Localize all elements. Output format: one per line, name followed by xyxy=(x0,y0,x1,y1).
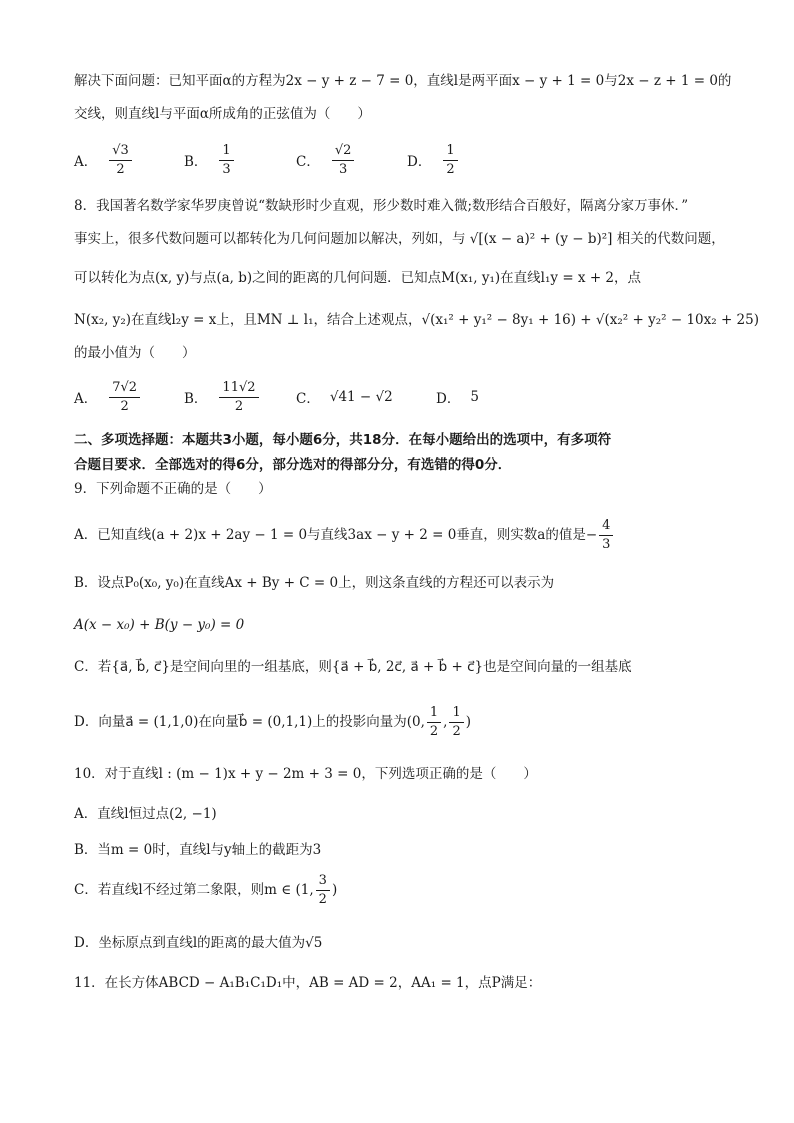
section-heading-line2: 合题目要求．全部选对的得6分，部分选对的得部分分，有选错的得0分． xyxy=(74,457,512,473)
option-label: A． xyxy=(74,391,98,407)
option-text: D．向量a⃗ = (1,1,0)在向量b⃗ = (0,1,1)上的投影向量为(0, xyxy=(74,714,425,730)
q8-option-a[interactable] xyxy=(74,375,142,419)
option-fraction: $\frac{1}{2}$ xyxy=(427,705,441,740)
option-fraction: $\frac{11√2}{2}$ xyxy=(219,380,258,415)
q9-stem: 9．下列命题不正确的是（ ） xyxy=(74,481,272,497)
q10-option-a[interactable]: A．直线l恒过点(2, −1) xyxy=(74,806,217,822)
q9-option-c[interactable]: C．若{a⃗, b⃗, c⃗}是空间向里的一组基底，则{a⃗ + b⃗, 2c⃗, a⃗ + b⃗ + c⃗}也是空间向量的一组基底 xyxy=(74,659,632,675)
option-fraction: $\frac{4}{3}$ xyxy=(599,518,613,553)
option-fraction: $\frac{1}{2}$ xyxy=(443,143,457,178)
q7-options xyxy=(74,138,734,182)
q11-stem: 11．在长方体ABCD − A₁B₁C₁D₁中，AB = AD = 2，AA₁ = 1，点P满足： xyxy=(74,975,542,991)
option-fraction: $\frac{√2}{3}$ xyxy=(332,143,355,178)
q9-option-b-line2: A(x − x₀) + B(y − y₀) = 0 xyxy=(74,617,245,633)
q8-option-d[interactable] xyxy=(436,375,479,419)
option-label: C． xyxy=(296,154,320,170)
q8-option-c[interactable] xyxy=(296,375,393,419)
q9-option-a[interactable] xyxy=(74,513,734,557)
option-closing: ) xyxy=(331,882,338,898)
q10-option-d[interactable]: D．坐标原点到直线l的距离的最大值为√5 xyxy=(74,935,323,951)
option-label: B． xyxy=(184,391,208,407)
option-separator: , xyxy=(443,714,448,730)
option-closing: ) xyxy=(465,714,472,730)
q10-option-c[interactable] xyxy=(74,868,734,912)
q8-stem-line5: 的最小值为（ ） xyxy=(74,345,196,361)
q9-option-b-line1[interactable]: B．设点P₀(x₀, y₀)在直线Ax + By + C = 0上，则这条直线的方程还可以表示为 xyxy=(74,575,555,591)
q8-options xyxy=(74,375,734,419)
q7-option-b[interactable] xyxy=(184,138,236,182)
q10-option-b[interactable]: B．当m = 0时，直线l与y轴上的截距为3 xyxy=(74,842,322,858)
option-text: 5 xyxy=(470,389,479,405)
q8-stem-line3: 可以转化为点(x, y)与点(a, b)之间的距离的几何问题．已知点M(x₁, y₁)在直线l₁y = x + 2，点 xyxy=(74,270,642,286)
q7-option-a[interactable] xyxy=(74,138,134,182)
option-label: D． xyxy=(436,391,461,407)
q8-stem-line2: 事实上，很多代数问题可以都转化为几何问题加以解决，列如，与 √[(x − a)² + (y − b)²] 相关的代数问题， xyxy=(74,231,725,247)
option-fraction: $\frac{3}{2}$ xyxy=(316,873,330,908)
option-text: C．若直线l不经过第二象限，则m ∈ (1, xyxy=(74,882,314,898)
option-label: A． xyxy=(74,154,98,170)
section-heading-line1: 二、多项选择题：本题共3小题，每小题6分，共18分．在每小题给出的选项中，有多项符 xyxy=(74,432,612,448)
option-label: D． xyxy=(407,154,432,170)
q8-stem-line4: N(x₂, y₂)在直线l₂y = x上，且MN ⊥ l₁，结合上述观点，√(x₁² + y₁² − 8y₁ + 16) + √(x₂² + y₂² − 10x₂ + 25) xyxy=(74,312,759,328)
option-fraction: $\frac{1}{3}$ xyxy=(219,143,233,178)
option-text: A．已知直线(a + 2)x + 2ay − 1 = 0与直线3ax − y + 2 = 0垂直，则实数a的值是− xyxy=(74,527,598,543)
option-label: B． xyxy=(184,154,208,170)
q8-stem-line1: 8．我国著名数学家华罗庚曾说“数缺形时少直观，形少数时难入微;数形结合百般好，隔离分家万事休．” xyxy=(74,198,689,214)
q9-option-d[interactable] xyxy=(74,700,734,744)
q8-option-b[interactable] xyxy=(184,375,261,419)
q7-option-d[interactable] xyxy=(407,138,460,182)
option-fraction: $\frac{√3}{2}$ xyxy=(109,143,132,178)
q10-stem: 10．对于直线l : (m − 1)x + y − 2m + 3 = 0，下列选项正确的是（ ） xyxy=(74,766,537,782)
option-label: C． xyxy=(296,391,320,407)
q7-option-c[interactable] xyxy=(296,138,356,182)
option-fraction: $\frac{7√2}{2}$ xyxy=(109,380,140,415)
q7-stem-line2: 交线，则直线l与平面α所成角的正弦值为（ ） xyxy=(74,106,371,122)
option-text: √41 − √2 xyxy=(329,389,393,405)
q7-stem-line1: 解决下面问题：已知平面α的方程为2x − y + z − 7 = 0，直线l是两平面x − y + 1 = 0与2x − z + 1 = 0的 xyxy=(74,73,732,89)
option-fraction: $\frac{1}{2}$ xyxy=(449,705,463,740)
